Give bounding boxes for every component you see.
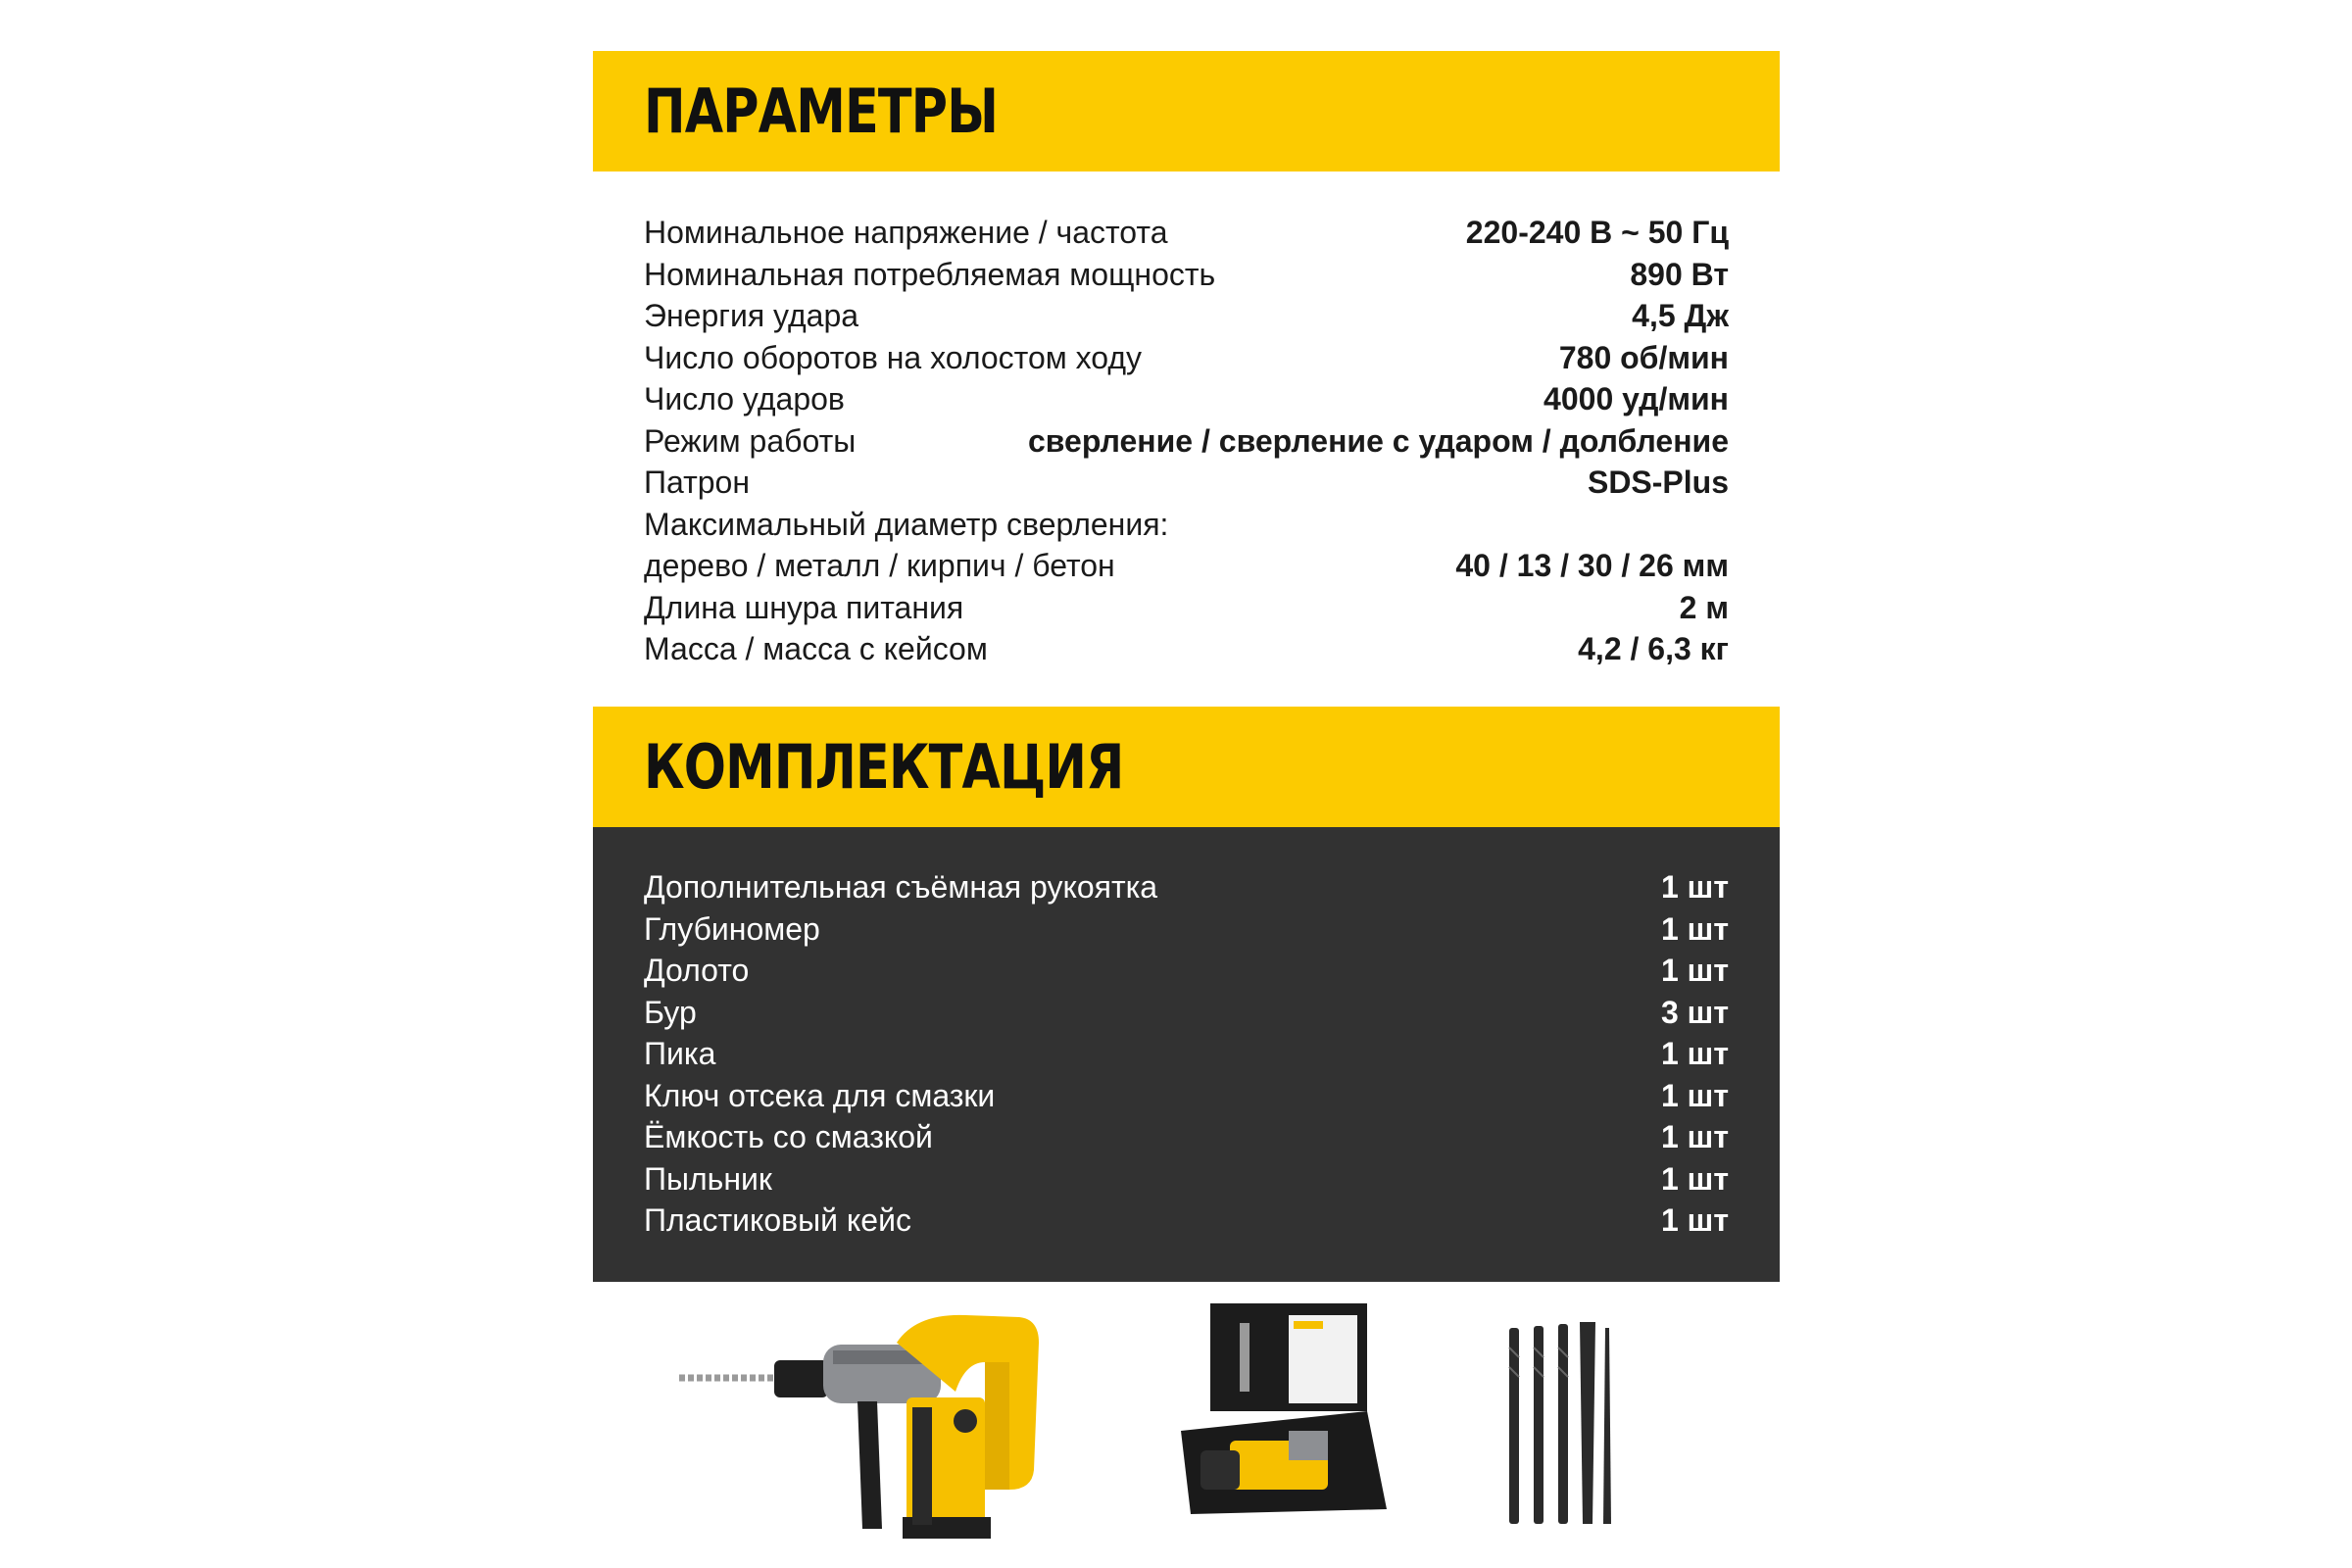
- kit-item-row: [644, 1116, 1729, 1158]
- parameter-value: 4,5 Дж: [1632, 298, 1729, 333]
- parameter-value: 40 / 13 / 30 / 26 мм: [1455, 548, 1729, 583]
- parameter-value: 780 об/мин: [1558, 339, 1729, 375]
- parameter-value: 2 м: [1679, 589, 1729, 625]
- kit-item-row: [644, 1075, 1729, 1117]
- parameter-row: [644, 545, 1729, 587]
- kit-item-label: Бур: [644, 994, 697, 1030]
- parameter-value: 4000 уд/мин: [1544, 381, 1729, 416]
- parameter-label: Длина шнура питания: [644, 589, 964, 625]
- parameter-value: 890 Вт: [1630, 256, 1729, 292]
- parameters-list: [644, 212, 1729, 670]
- kit-item-label: Дополнительная съёмная рукоятка: [644, 869, 1158, 905]
- parameter-label: Энергия удара: [644, 298, 859, 333]
- kit-item-row: [644, 908, 1729, 951]
- kit-item-value: 1 шт: [1660, 953, 1729, 988]
- kit-item-label: Пластиковый кейс: [644, 1202, 911, 1238]
- parameter-label: Максимальный диаметр сверления:: [644, 506, 1169, 542]
- parameter-value: 4,2 / 6,3 кг: [1578, 631, 1729, 666]
- kit-item-label: Пыльник: [644, 1160, 772, 1197]
- kit-item-label: Ёмкость со смазкой: [644, 1119, 933, 1154]
- parameter-row: [644, 295, 1729, 337]
- parameter-value: SDS-Plus: [1587, 465, 1729, 500]
- kit-header: [593, 707, 1780, 827]
- parameters-title: ПАРАМЕТРЫ: [644, 75, 999, 147]
- kit-item-value: 1 шт: [1660, 1160, 1729, 1197]
- parameter-row: [644, 337, 1729, 379]
- parameter-row: [644, 420, 1729, 463]
- parameter-value: сверление / сверление с ударом / долбление: [1028, 422, 1729, 459]
- parameter-label: Патрон: [644, 465, 751, 500]
- kit-item-row: [644, 950, 1729, 992]
- kit-title: КОМПЛЕКТАЦИЯ: [644, 731, 1124, 803]
- parameter-label: дерево / металл / кирпич / бетон: [644, 548, 1115, 583]
- parameter-label: Число оборотов на холостом ходу: [644, 339, 1143, 375]
- parameter-row: [644, 628, 1729, 670]
- rotary-hammer-image: [671, 1303, 1083, 1539]
- kit-item-value: 3 шт: [1660, 994, 1729, 1030]
- parameter-label: Масса / масса с кейсом: [644, 631, 988, 666]
- parameter-row: [644, 462, 1729, 504]
- kit-item-label: Долото: [644, 953, 750, 988]
- parameter-row: [644, 587, 1729, 629]
- drill-bits-image: [1490, 1318, 1617, 1529]
- kit-item-row: [644, 992, 1729, 1034]
- parameter-value: 220-240 В ~ 50 Гц: [1465, 215, 1729, 250]
- parameter-row: [644, 212, 1729, 254]
- kit-item-label: Глубиномер: [644, 910, 820, 947]
- kit-item-row: [644, 1200, 1729, 1242]
- parameter-row: [644, 378, 1729, 420]
- product-photos: [593, 1294, 1780, 1539]
- parameter-row: [644, 254, 1729, 296]
- kit-item-value: 1 шт: [1660, 910, 1729, 947]
- kit-item-value: 1 шт: [1660, 869, 1729, 905]
- kit-item-value: 1 шт: [1660, 1119, 1729, 1154]
- parameter-label: Номинальная потребляемая мощность: [644, 256, 1216, 292]
- parameters-section: [593, 51, 1780, 172]
- kit-item-row: [644, 1158, 1729, 1200]
- kit-list: [644, 866, 1729, 1242]
- carrying-case-image: [1171, 1294, 1396, 1529]
- kit-section: [593, 707, 1780, 1282]
- kit-panel: [593, 827, 1780, 1282]
- kit-item-row: [644, 1033, 1729, 1075]
- kit-item-value: 1 шт: [1660, 1077, 1729, 1113]
- parameter-label: Номинальное напряжение / частота: [644, 215, 1168, 250]
- parameters-header: [593, 51, 1780, 172]
- parameter-label: Число ударов: [644, 381, 845, 416]
- parameter-row: [644, 504, 1729, 546]
- kit-item-label: Ключ отсека для смазки: [644, 1077, 996, 1113]
- kit-item-row: [644, 866, 1729, 908]
- kit-item-value: 1 шт: [1660, 1036, 1729, 1071]
- parameter-label: Режим работы: [644, 422, 857, 459]
- kit-item-value: 1 шт: [1660, 1202, 1729, 1238]
- kit-item-label: Пика: [644, 1036, 716, 1071]
